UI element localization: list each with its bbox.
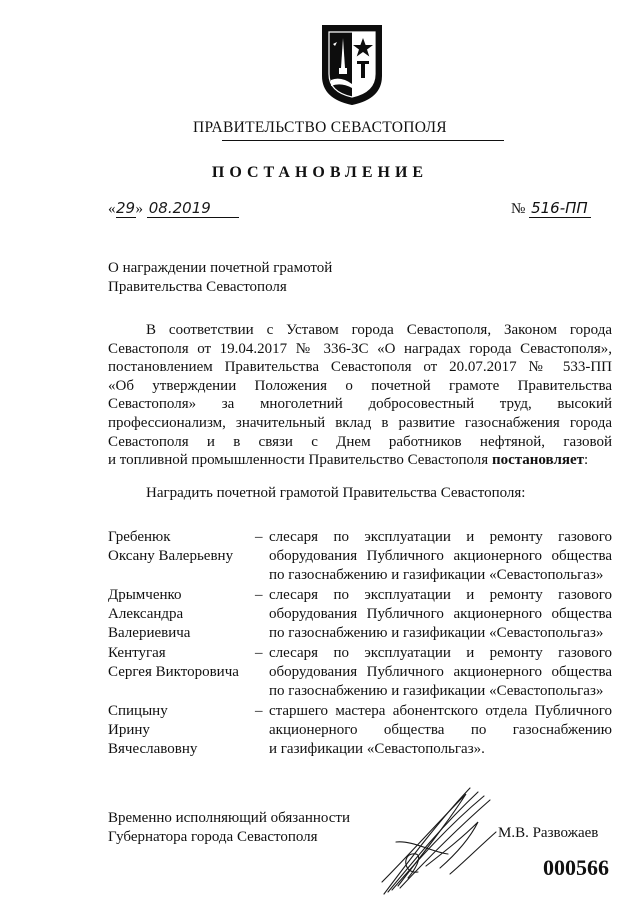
awardee-name-line: Валериевича bbox=[108, 625, 191, 641]
preamble-line: Севастополя» за многолетний добросовестный труд, высокий bbox=[108, 396, 612, 413]
document-date bbox=[108, 199, 239, 218]
awardee-dash: – bbox=[255, 587, 263, 603]
preamble-last-line-text: и топливной промышленности Правительство Севастополя bbox=[108, 452, 492, 469]
number-value-handwritten: 516-ПП bbox=[529, 199, 591, 218]
awardee-description-line: по газоснабжению и газификации «Севастопольгаз» bbox=[269, 683, 604, 699]
subject-line: О награждении почетной грамотой bbox=[108, 260, 333, 276]
award-intro: Наградить почетной грамотой Правительства Севастополя: bbox=[146, 485, 526, 501]
number-prefix: № bbox=[511, 201, 526, 217]
awardee-dash: – bbox=[255, 703, 263, 719]
awardee-description bbox=[269, 702, 612, 759]
decision-word: постановляет bbox=[491, 452, 585, 469]
preamble-line: В соответствии с Уставом города Севастополя, Законом города bbox=[146, 322, 612, 338]
awardee-description-line: и газификации «Севастопольгаз». bbox=[269, 741, 485, 757]
awardee-name-line: Гребенюк bbox=[108, 529, 171, 545]
subject-line: Правительства Севастополя bbox=[108, 279, 287, 295]
signer-name: М.В. Развожаев bbox=[498, 825, 599, 841]
document-subject bbox=[108, 259, 332, 297]
preamble-line: Севастополя от 19.04.2017 № 336-ЗС «О наградах города Севастополя», bbox=[108, 340, 612, 357]
date-day-handwritten: 29 bbox=[115, 199, 136, 217]
awardee-name bbox=[108, 528, 248, 566]
awardee-name bbox=[108, 644, 248, 682]
preamble-paragraph bbox=[108, 321, 612, 470]
awardee-description-line: оборудования Публичного акционерного общества bbox=[269, 548, 612, 564]
date-open-quote: « bbox=[108, 201, 116, 217]
awardee-dash: – bbox=[255, 529, 263, 545]
awardee-description-line: слесаря по эксплуатации и ремонту газового bbox=[269, 645, 612, 661]
awardee-name-line: Сергея Викторовича bbox=[108, 664, 239, 680]
awardee-name-line: Дрымченко bbox=[108, 587, 182, 603]
awardee-description-line: по газоснабжению и газификации «Севастопольгаз» bbox=[269, 567, 604, 583]
header-divider bbox=[222, 140, 504, 141]
awardee-description-line: оборудования Публичного акционерного общества bbox=[269, 664, 612, 680]
preamble-line: постановлением Правительства Севастополя от 20.07.2017 № 533-ПП bbox=[108, 359, 612, 376]
date-close-quote: » bbox=[135, 201, 143, 217]
awardee-name-line: Вячеславовну bbox=[108, 741, 198, 757]
preamble-line: Севастополя и в связи с Днем работников нефтяной, газовой bbox=[108, 433, 612, 450]
awardee-description-line: по газоснабжению и газификации «Севастопольгаз» bbox=[269, 625, 604, 641]
awardee-description bbox=[269, 644, 612, 701]
preamble-colon: : bbox=[584, 452, 589, 469]
signer-position-line: Временно исполняющий обязанности bbox=[108, 810, 351, 826]
document-number bbox=[511, 199, 591, 218]
awardee-name bbox=[108, 702, 248, 759]
awardee-name-line: Александра bbox=[108, 606, 184, 622]
awardee-description-line: акционерного общества по газоснабжению bbox=[269, 722, 612, 738]
sevastopol-coat-of-arms bbox=[321, 24, 383, 106]
awardee-description-line: старшего мастера абонентского отдела Публичного bbox=[269, 703, 612, 719]
awardee-description-line: слесаря по эксплуатации и ремонту газового bbox=[269, 529, 612, 545]
date-month-year-handwritten: 08.2019 bbox=[147, 199, 239, 218]
awardee-name-line: Оксану Валерьевну bbox=[108, 548, 234, 564]
signer-position bbox=[108, 809, 350, 847]
awardee-name-line: Ирину bbox=[108, 722, 150, 738]
preamble-last-line bbox=[108, 451, 612, 470]
awardee-description-line: оборудования Публичного акционерного общества bbox=[269, 606, 612, 622]
awardee-description-line: слесаря по эксплуатации и ремонту газового bbox=[269, 587, 612, 603]
preamble-line: «Об утверждении Положения о почетной грамоте Правительства bbox=[108, 377, 612, 394]
preamble-line: профессионализм, значительный вклад в развитие газоснабжения города bbox=[108, 414, 612, 431]
awardee-description bbox=[269, 586, 612, 643]
registration-number: 000566 bbox=[543, 855, 609, 880]
signer-position-line: Губернатора города Севастополя bbox=[108, 829, 318, 845]
document-type-title: ПОСТАНОВЛЕНИЕ bbox=[211, 164, 429, 181]
awardee-name-line: Кентугая bbox=[108, 645, 166, 661]
awardee-description bbox=[269, 528, 612, 585]
awardee-name bbox=[108, 586, 248, 643]
awardee-dash: – bbox=[255, 645, 263, 661]
government-name: ПРАВИТЕЛЬСТВО СЕВАСТОПОЛЯ bbox=[193, 119, 447, 136]
handwritten-signature bbox=[378, 782, 503, 900]
awardee-name-line: Спицыну bbox=[108, 703, 168, 719]
